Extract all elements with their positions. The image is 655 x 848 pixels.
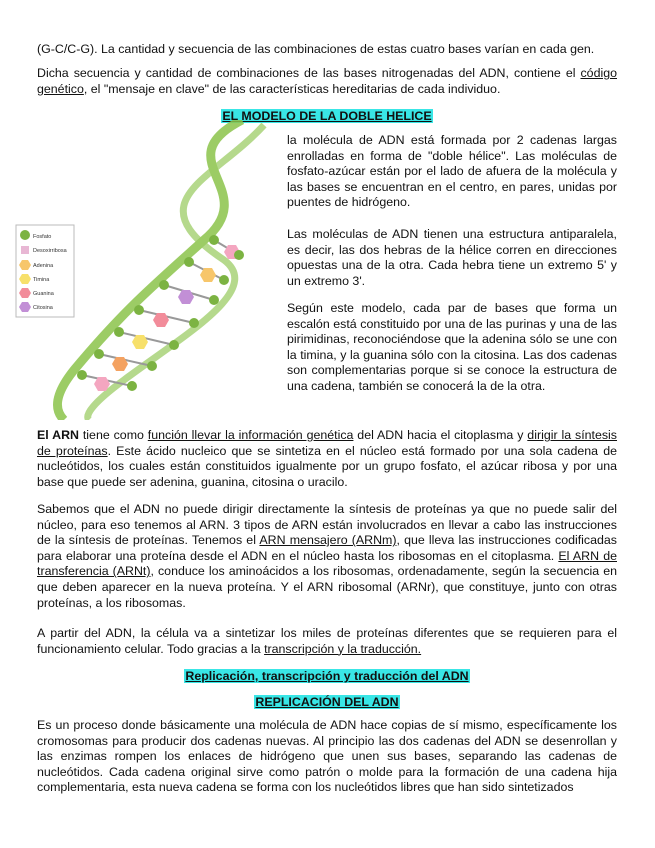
- text: . Este ácido nucleico que se sintetiza en el núcleo está formado por una sola cadena de nucleótidos, los cuales están constituidos igualmente por un grupo fosfato, el azúcar ribosa y por una base que puede ser adenina, guanina, citosina o uracilo.: [37, 443, 617, 489]
- text: del ADN hacia el citoplasma y: [353, 428, 528, 442]
- text: A partir del ADN, la célula va a sintetizar los miles de proteínas diferentes que se requieren para el funcionamiento celular. Todo gracias a la: [37, 626, 617, 656]
- arn-lead: El ARN: [37, 428, 79, 442]
- link-sintesis-proteinas[interactable]: dirigir la síntesis de proteínas: [37, 428, 618, 458]
- legend-item-timina: Timina: [33, 277, 50, 283]
- heading-replication-wrap: [37, 669, 617, 685]
- paragraph-bases: (G-C/C-G). La cantidad y secuencia de las combinaciones de estas cuatro bases varían en cada gen.: [37, 42, 595, 56]
- link-funcion-arn[interactable]: función llevar la información genética: [147, 428, 354, 442]
- text: , conduce los aminoácidos a los ribosomas, ordenadamente, según la secuencia en que deben aparecer en la nueva proteína. Y el ARN ribosomal (ARNr), que constituye, junto con otras proteínas, a los ribosomas.: [37, 564, 617, 610]
- strand-2: [88, 125, 264, 420]
- legend-item-adenina: Adenina: [33, 263, 54, 269]
- link-transcripcion-traduccion[interactable]: transcripción y la traducción.: [264, 641, 422, 656]
- paragraph-arn-types: [37, 502, 617, 611]
- paragraph-genetic-code: [37, 66, 617, 97]
- legend-item-fosfato: Fosfato: [33, 234, 52, 240]
- heading-replicacion-wrap: [37, 695, 617, 711]
- text: tiene como: [78, 428, 148, 442]
- link-codigo-genetico[interactable]: código genético: [37, 66, 617, 96]
- heading-replication-transcription: Replicación, transcripción y traducción del ADN: [185, 669, 469, 683]
- heading-replicacion-adn: REPLICACIÓN DEL ADN: [255, 695, 399, 709]
- link-arn-mensajero[interactable]: ARN mensajero (ARNm): [259, 533, 397, 548]
- dna-diagram: [14, 120, 284, 420]
- paragraph-arn: [37, 428, 617, 490]
- paragraph-antiparallel: Las moléculas de ADN tienen una estructura antiparalela, es decir, las dos hebras de la hélice corren en direcciones opuestas una de la otra. Cada hebra tiene un extremo 5' y un extremo 3'.: [287, 227, 617, 288]
- dna-double-helix-figure: [14, 120, 284, 420]
- legend-item-citosina: Citosina: [33, 305, 53, 311]
- paragraph-helix-structure: la molécula de ADN está formada por 2 cadenas largas enrolladas en forma de "doble hélice". Las moléculas de fosfato-azúcar están por el lado de afuera de la molécula y las bases se encuentran en el centro, en pares, unidas por puentes de hidrógeno.: [287, 133, 617, 210]
- link-arn-transferencia[interactable]: El ARN de transferencia (ARNt): [37, 548, 617, 579]
- text: , el "mensaje en clave" de las características hereditarias de cada individuo.: [83, 81, 501, 96]
- paragraph-base-pairing: Según este modelo, cada par de bases que forma un escalón está constituido por una de las purinas y una de las pirimidinas, reconociéndose que la adenina sólo se une con la timina, y la guanina sólo con la citosina. Las dos cadenas son complementarias porque si se conoce la estructura de una cadena, también se conocerá la de la otra.: [287, 301, 617, 393]
- paragraph-protein-synthesis: [37, 626, 617, 657]
- legend-item-guanina: Guanina: [33, 291, 54, 297]
- heading-double-helix: EL MODELO DE LA DOBLE HELICE: [222, 109, 432, 123]
- text: , que lleva las instrucciones codificadas para elaborar una proteína desde el ADN en el núcleo hasta los ribosomas en el citoplasma.: [37, 533, 617, 563]
- text: Sabemos que el ADN no puede dirigir directamente la síntesis de proteínas ya que no puede salir del núcleo, para eso tenemos al ARN. 3 tipos de ARN están involucrados en llevar a cabo las instrucciones de la síntesis de proteínas. Tenemos el: [37, 502, 617, 548]
- figure-legend: [16, 225, 74, 317]
- paragraph-replication: Es un proceso donde básicamente una molécula de ADN hace copias de sí mismo, específicamente los cromosomas para producir dos cadenas nuevas. Al principio las dos cadenas del ADN se desenrollan y las enzimas rompen los enlaces de hidrógeno que unen sus bases, separando las cadenas de nucleótidos. Cada cadena original sirve como patrón o molde para la formación de una cadena hija complementaria, esta nueva cadena se forma con los nucleótidos libres que han sido sintetizados: [37, 718, 617, 795]
- legend-item-desoxirribosa: Desoxirribosa: [33, 248, 67, 254]
- text: Dicha secuencia y cantidad de combinaciones de las bases nitrogenadas del ADN, contiene el: [37, 66, 581, 80]
